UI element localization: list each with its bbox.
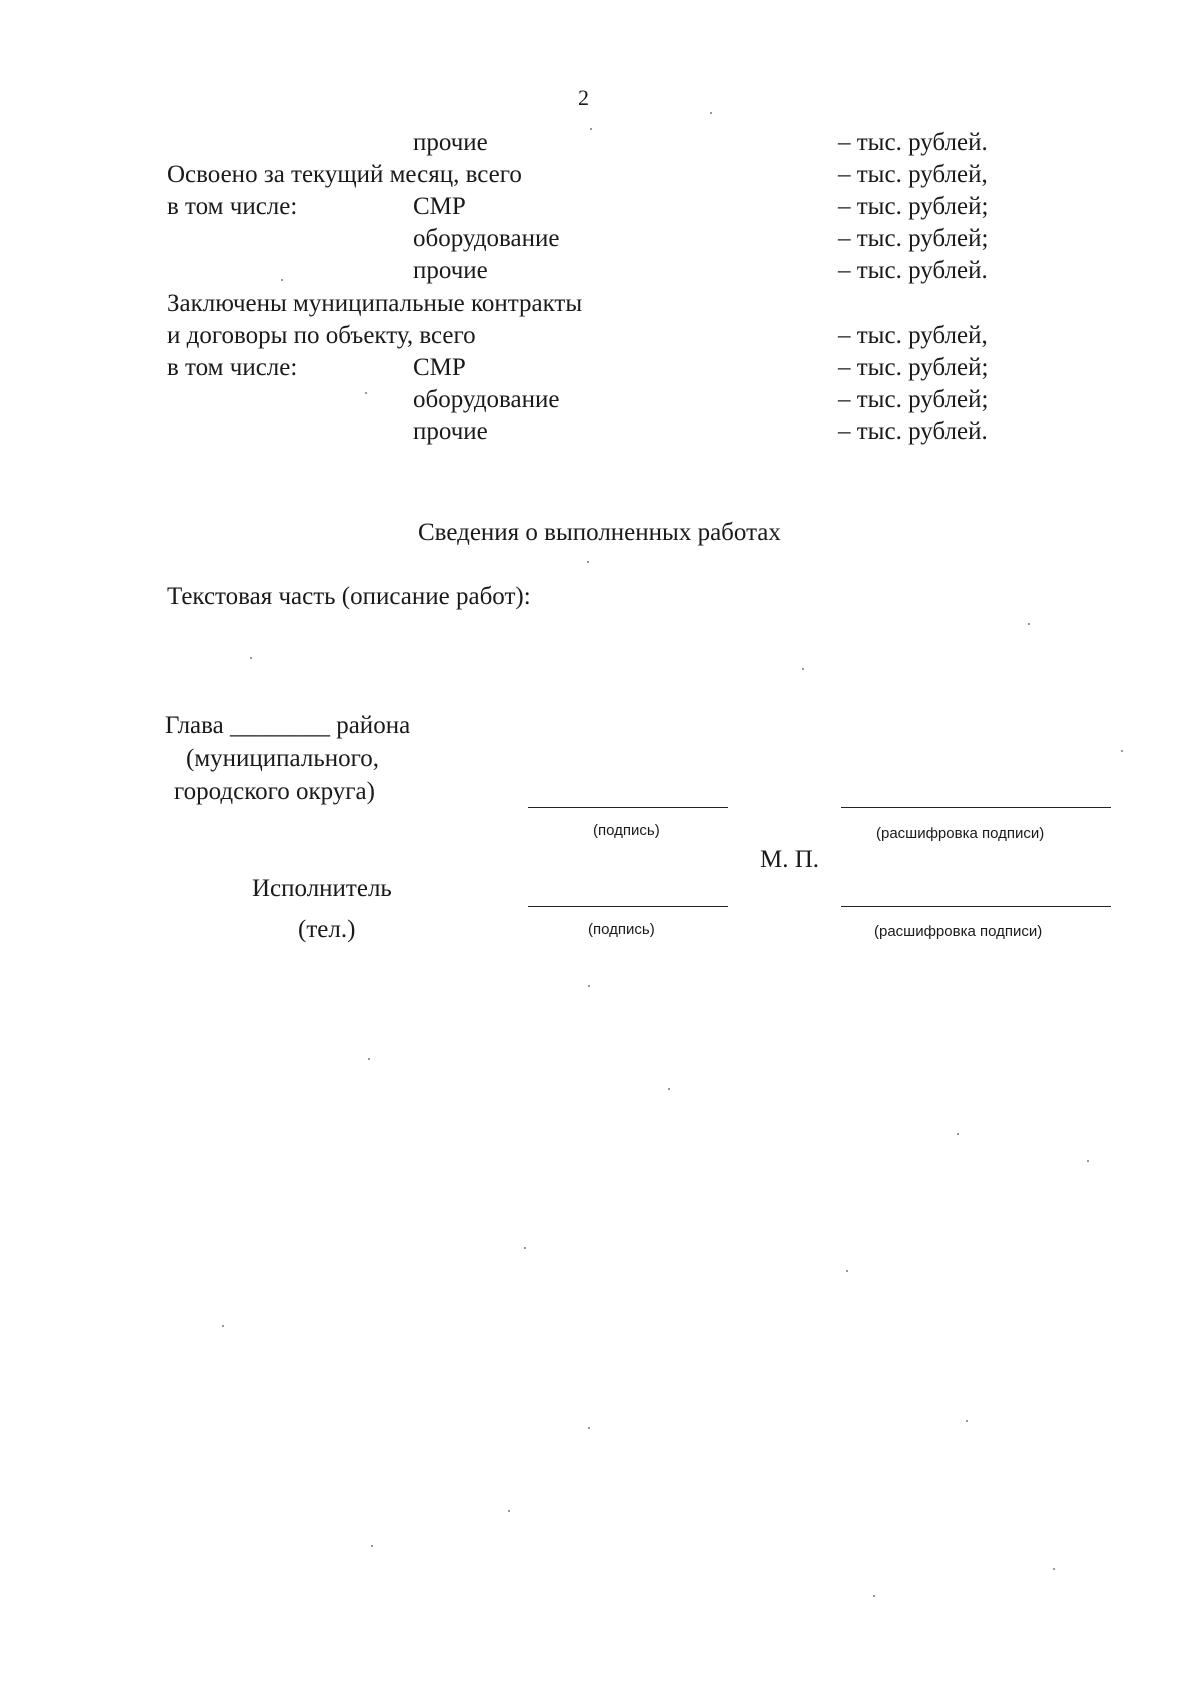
head-subtitle-2: городского округа) [174,778,375,805]
scan-speck [281,279,283,281]
scan-speck [365,392,367,394]
scan-speck [802,668,804,670]
head-subtitle-1: (муниципального, [186,745,379,772]
row-6-label: Заключены муниципальные контракты [167,290,583,317]
scan-speck [587,561,589,563]
stamp-label: М. П. [760,846,820,873]
scan-speck [524,1247,526,1249]
scan-speck [957,1133,959,1135]
scan-speck [250,657,252,659]
scan-speck [588,985,590,987]
scan-speck [1053,1568,1055,1570]
scan-speck [710,112,712,114]
row-9-item: оборудование [413,386,560,413]
scan-speck [371,1545,373,1547]
executor-decoding-caption: (расшифровка подписи) [874,923,1043,940]
head-signature-line [528,807,728,808]
section-title: Сведения о выполненных работах [418,519,781,546]
scan-speck [966,1420,968,1422]
scan-speck [222,1325,224,1327]
row-1-item: прочие [413,129,488,156]
executor-signature-line [528,906,728,907]
executor-phone-label: (тел.) [298,916,356,943]
executor-signature-caption: (подпись) [588,921,655,938]
row-2-label: Освоено за текущий месяц, всего [167,161,522,188]
executor-decoding-line [841,906,1111,907]
scan-speck [1087,1160,1089,1162]
row-7-label: и договоры по объекту, всего [167,322,476,349]
row-3-item: СМР [413,193,466,220]
row-5-item: прочие [413,257,488,284]
scan-speck [588,1427,590,1429]
row-3-label: в том числе: [167,193,298,220]
scan-speck [368,1058,370,1060]
scan-speck [668,1088,670,1090]
row-1-unit: – тыс. рублей. [838,129,988,156]
scan-speck [1121,750,1123,752]
row-4-item: оборудование [413,225,560,252]
scan-speck [846,1270,848,1272]
row-8-label: в том числе: [167,354,298,381]
row-8-unit: – тыс. рублей; [838,354,989,381]
page-number: 2 [578,85,589,110]
row-2-unit: – тыс. рублей, [838,161,988,188]
head-decoding-caption: (расшифровка подписи) [876,825,1045,842]
row-10-item: прочие [413,418,488,445]
scan-speck [508,1510,510,1512]
scan-speck [873,1595,875,1597]
executor-title: Исполнитель [252,875,392,902]
row-4-unit: – тыс. рублей; [838,225,989,252]
row-9-unit: – тыс. рублей; [838,386,989,413]
head-signature-caption: (подпись) [593,822,660,839]
row-7-unit: – тыс. рублей, [838,322,988,349]
head-title: Глава ________ района [165,712,411,739]
row-10-unit: – тыс. рублей. [838,418,988,445]
row-5-unit: – тыс. рублей. [838,257,988,284]
head-decoding-line [841,807,1111,808]
text-part-label: Текстовая часть (описание работ): [167,583,531,610]
scan-speck [590,128,592,130]
scan-speck [1028,623,1030,625]
row-3-unit: – тыс. рублей; [838,193,989,220]
row-8-item: СМР [413,354,466,381]
